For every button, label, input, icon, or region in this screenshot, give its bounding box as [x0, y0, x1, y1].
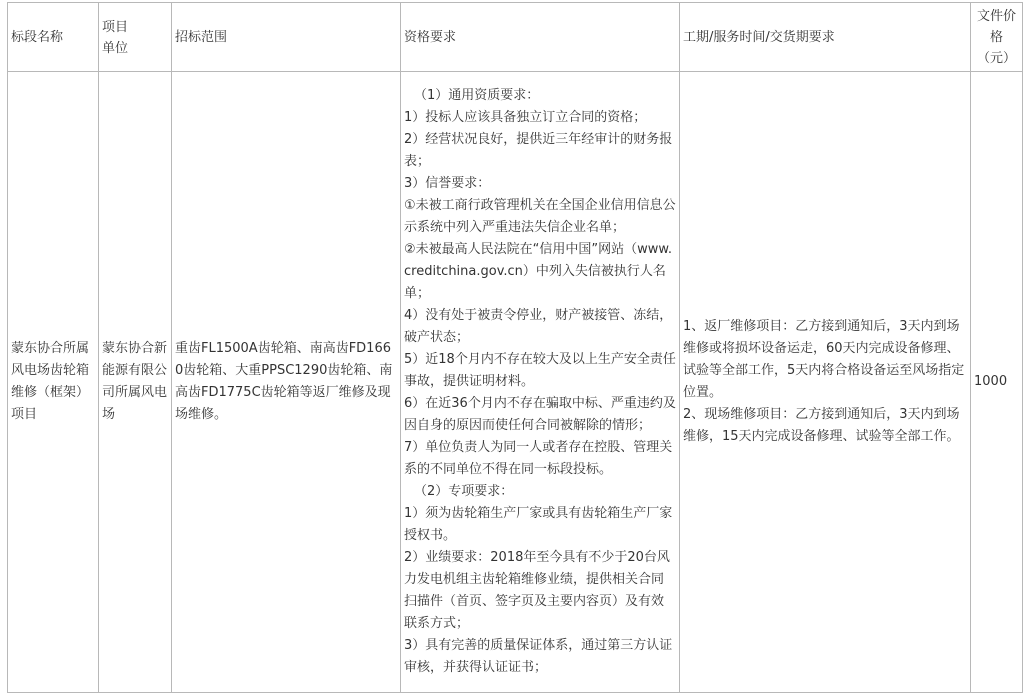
- header-scope: 招标范围: [172, 3, 401, 72]
- cell-project-unit: 蒙东协合新能源有限公司所属风电场: [99, 72, 172, 693]
- qualification-item: ①未被工商行政管理机关在全国企业信用信息公示系统中列入严重违法失信企业名单；: [404, 198, 676, 235]
- table-row: [8, 72, 1023, 693]
- qualification-item: 2）经营状况良好，提供近三年经审计的财务报表；: [404, 132, 673, 169]
- header-project-unit: [99, 3, 172, 72]
- bid-table: [7, 2, 1023, 693]
- header-section-name: 标段名称: [8, 3, 99, 72]
- qualification-item: （1）通用资质要求：: [414, 88, 540, 103]
- table-header-row: [8, 3, 1023, 72]
- qualification-item: （2）专项要求：: [414, 484, 514, 499]
- period-item: 2、现场维修项目：乙方接到通知后，3天内到场维修，15天内完成设备修理、试验等全部工作。: [683, 407, 960, 444]
- header-project-unit-line2: 单位: [102, 40, 129, 56]
- cell-section-name: 蒙东协合所属风电场齿轮箱维修（框架）项目: [8, 72, 99, 693]
- qualification-item: 3）具有完善的质量保证体系，通过第三方认证审核，并获得认证证书；: [404, 638, 673, 675]
- cell-fee: 1000: [971, 72, 1023, 693]
- qualification-item: ②未被最高人民法院在“信用中国”网站（www.creditchina.gov.cn）中列入失信被执行人名单；: [404, 242, 672, 301]
- period-item: 1、返厂维修项目：乙方接到通知后，3天内到场维修或将损坏设备运走，60天内完成设备修理、试验等全部工作，5天内将合格设备运至风场指定位置。: [683, 319, 965, 400]
- header-fee-line3: （元）: [976, 51, 1016, 66]
- cell-scope: 重齿FL1500A齿轮箱、南高齿FD1660齿轮箱、大重PPSC1290齿轮箱、南高齿FD1775C齿轮箱等返厂维修及现场维修。: [172, 72, 401, 693]
- qualification-item: 7）单位负责人为同一人或者存在控股、管理关系的不同单位不得在同一标段投标。: [404, 440, 673, 477]
- qualification-item: 1）须为齿轮箱生产厂家或具有齿轮箱生产厂家授权书。: [404, 506, 673, 543]
- qualification-item: 2）业绩要求：2018年至今具有不少于20台风力发电机组主齿轮箱维修业绩，提供相关合同扫描件（首页、签字页及主要内容页）及有效联系方式；: [404, 550, 670, 631]
- qualification-item: 1）投标人应该具备独立订立合同的资格；: [404, 110, 647, 125]
- header-qualification: 资格要求: [401, 3, 680, 72]
- cell-period: [680, 72, 971, 693]
- header-fee: [971, 3, 1023, 72]
- qualification-item: 6）在近36个月内不存在骗取中标、严重违约及因自身的原因而使任何合同被解除的情形；: [404, 396, 676, 433]
- qualification-item: 4）没有处于被责令停业，财产被接管、冻结，破产状态；: [404, 308, 673, 345]
- cell-qualification: [401, 72, 680, 693]
- header-project-unit-line1: 项目: [102, 19, 129, 35]
- qualification-item: 5）近18个月内不存在较大及以上生产安全责任事故，提供证明材料。: [404, 352, 676, 389]
- header-fee-line1: 文件价: [976, 9, 1016, 24]
- header-period: 工期/服务时间/交货期要求: [680, 3, 971, 72]
- header-fee-line2: 格: [989, 30, 1003, 45]
- qualification-item: 3）信誉要求：: [404, 176, 491, 191]
